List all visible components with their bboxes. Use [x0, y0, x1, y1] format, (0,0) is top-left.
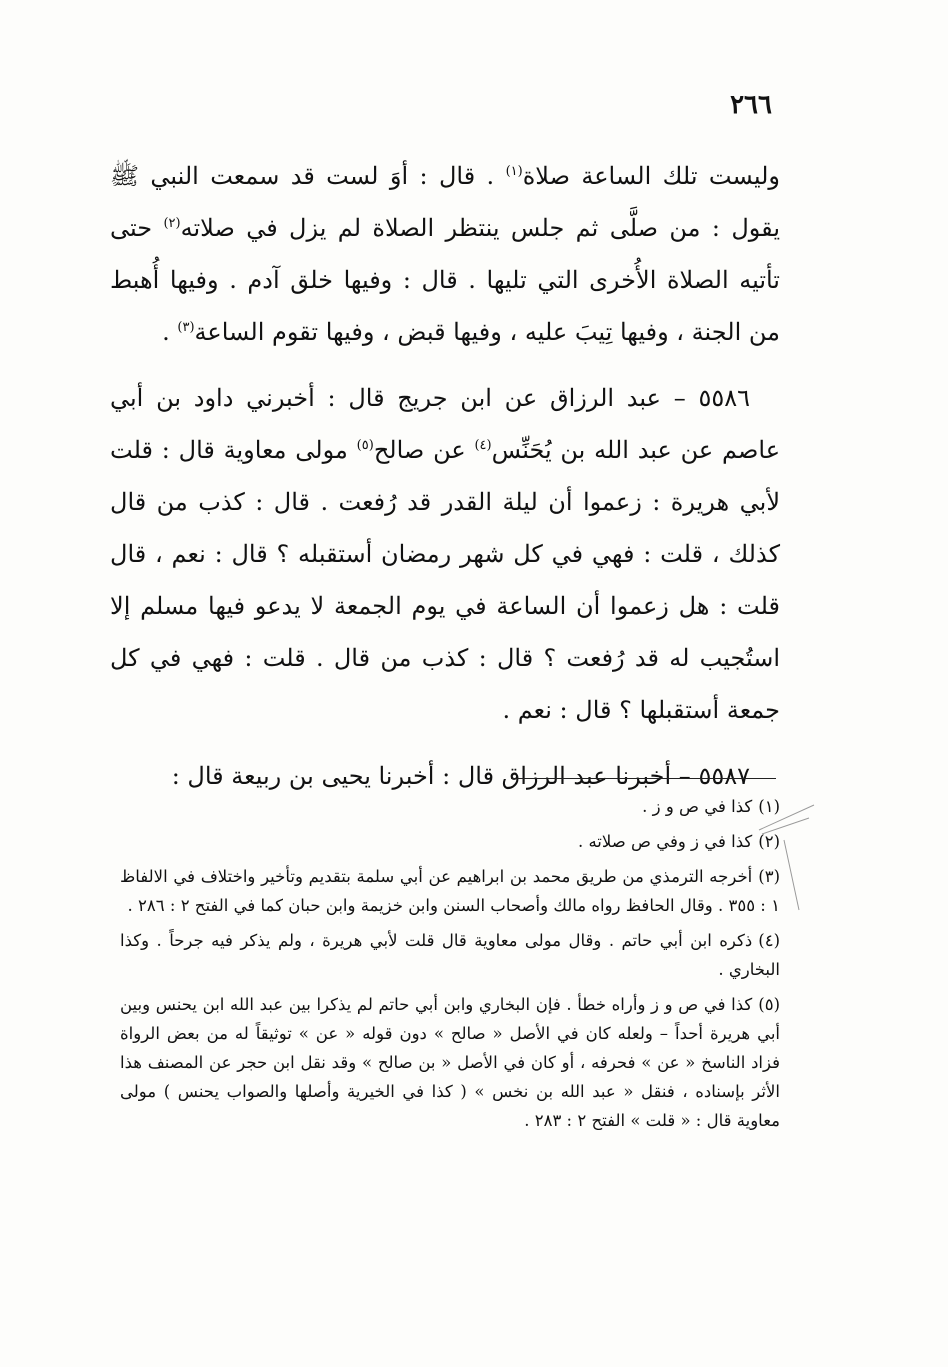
- footnote-number: (٢): [758, 832, 780, 851]
- footnote-text: كذا في ص و ز وأراه خطأ . فإن البخاري وابن أبي حاتم لم يذكرا بين عبد الله ابن يحنس وبين أبي هريرة أحداً – ولعله كان في الأصل « صالح » دون قوله « عن » توثيقاً له من بعض الرواة فزاد الناسخ « عن » فحرفه ، أو كان في الأصل « بن صالح » وقد نقل ابن حجر عن المصنف هذا الأثر بإسناده ، فنقل « عبد الله بن نخس » ( كذا في الخيرية وأصلها والصواب يحنس ) مولى معاوية قال : « قلت » الفتح ٢ : ٢٨٣ .: [120, 995, 780, 1130]
- footnote-number: (٣): [758, 867, 780, 886]
- footnote-text: كذا في ز وفي ص صلاته .: [577, 832, 753, 851]
- footnote-number: (٤): [758, 931, 780, 950]
- footnote-ref-5[interactable]: (٥): [356, 438, 374, 453]
- footnote-text: ذكره ابن أبي حاتم . وقال مولى معاوية قال قلت لأبي هريرة ، ولم يذكر فيه جرحاً . وكذا البخاري .: [120, 931, 780, 979]
- footnote-2: [120, 827, 780, 856]
- footnote-3: [120, 862, 780, 920]
- text-segment: عن صالح: [373, 436, 475, 464]
- footnote-ref-1[interactable]: (١): [505, 164, 523, 179]
- text-segment: ٥٥٨٦ – عبد الرزاق عن ابن جريج قال : أخبرني داود بن أبي عاصم عن عبد الله بن يُحَنِّس: [110, 384, 781, 464]
- text-segment: .: [162, 318, 178, 346]
- footnote-number: (١): [758, 797, 780, 816]
- footnote-text: كذا في ص و ز .: [642, 797, 753, 816]
- hadith-5586: [110, 372, 780, 736]
- footnote-ref-3[interactable]: (٣): [177, 320, 195, 335]
- text-segment: وليست تلك الساعة صلاة: [522, 162, 780, 190]
- footnotes: [120, 792, 780, 1141]
- page-number: ٢٦٦: [730, 90, 772, 120]
- main-text: [110, 150, 780, 802]
- footnote-4: [120, 926, 780, 984]
- text-segment: . قال : أوَ لست قد سمعت النبي ﷺ يقول : من صلَّى ثم جلس ينتظر الصلاة لم يزل في صلاته: [110, 162, 780, 242]
- text-segment: حتى تأتيه الصلاة الأُخرى التي تليها . قال : وفيها خلق آدم . وفيها أُهبط من الجنة ، وفيها تِيبَ عليه ، وفيها قبض ، وفيها تقوم الساعة: [110, 214, 780, 346]
- footnote-number: (٥): [758, 995, 780, 1014]
- text-segment: مولى معاوية قال : قلت لأبي هريرة : زعموا أن ليلة القدر قد رُفعت . قال : كذب من قال كذلك ، قلت : فهي في كل شهر رمضان أستقبله ؟ قال : نعم ، قال قلت : هل زعموا أن الساعة في يوم الجمعة لا يدعو فيها مسلم إلا استُجيب له قد رُفعت ؟ قال : كذب من قال . قلت : فهي في كل جمعة أستقبلها ؟ قال : نعم .: [110, 436, 781, 724]
- footnote-5: [120, 990, 780, 1135]
- footnote-ref-2[interactable]: (٢): [163, 216, 181, 231]
- footnote-1: [120, 792, 780, 821]
- footnote-divider: [511, 778, 776, 779]
- paragraph-continuation: [110, 150, 780, 358]
- footnote-ref-4[interactable]: (٤): [474, 438, 492, 453]
- footnote-text: أخرجه الترمذي من طريق محمد بن ابراهيم عن أبي سلمة بتقديم وتأخير واختلاف في الالفاظ ١ : ٣٥٥ . وقال الحافظ رواه مالك وأصحاب السنن وابن خزيمة وابن حبان كما في الفتح ٢ : ٢٨٦ .: [120, 867, 780, 915]
- pencil-mark: [754, 800, 834, 920]
- text-segment: ٥٥٨٧ – أخبرنا عبد الرزاق قال : أخبرنا يحيى بن ربيعة قال :: [171, 762, 750, 790]
